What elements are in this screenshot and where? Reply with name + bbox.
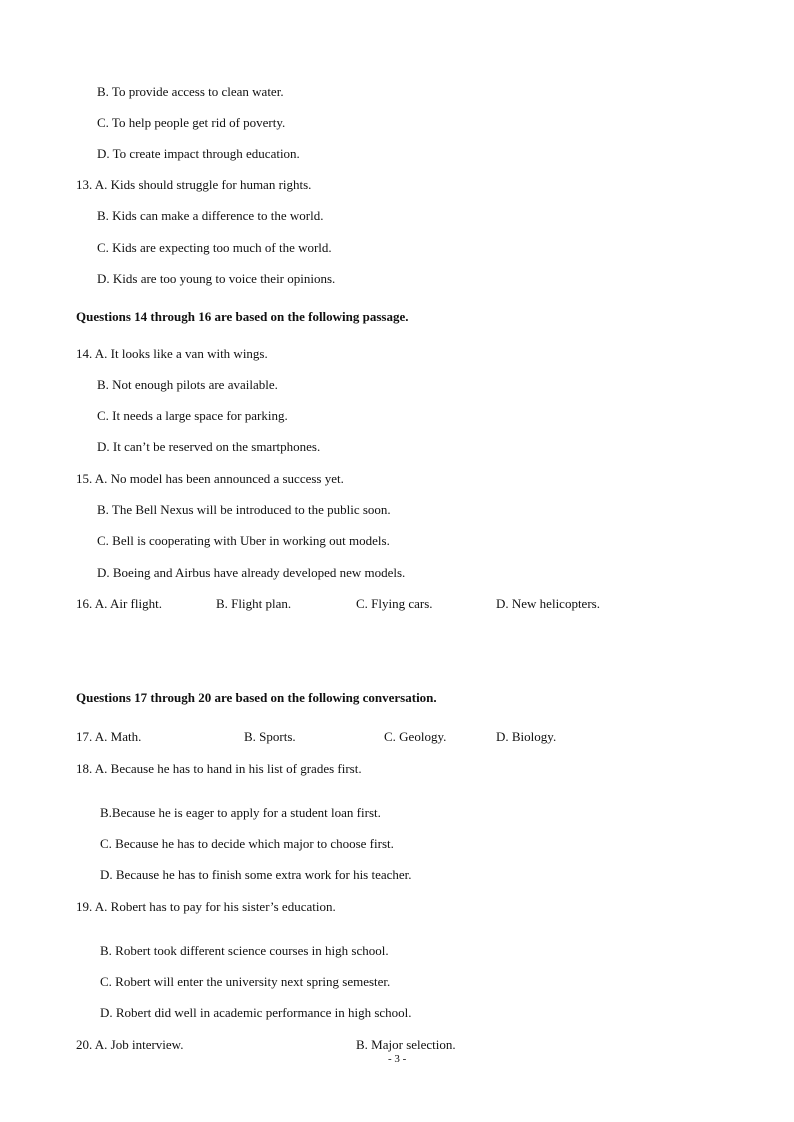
q14-option-d: D. It can’t be reserved on the smartphones. bbox=[97, 439, 321, 454]
q18-option-a: 18. A. Because he has to hand in his list of grades first. bbox=[76, 761, 362, 776]
q18-option-c: C. Because he has to decide which major to choose first. bbox=[100, 836, 394, 851]
q13-option-d: D. Kids are too young to voice their opinions. bbox=[97, 271, 336, 286]
q14-option-a: 14. A. It looks like a van with wings. bbox=[76, 346, 268, 361]
q19-option-b: B. Robert took different science courses in high school. bbox=[100, 943, 389, 958]
section-heading-17-20: Questions 17 through 20 are based on the following conversation. bbox=[76, 690, 437, 705]
section-heading-14-16: Questions 14 through 16 are based on the following passage. bbox=[76, 309, 409, 324]
q12-option-d: D. To create impact through education. bbox=[97, 146, 300, 161]
q14-option-b: B. Not enough pilots are available. bbox=[97, 377, 278, 392]
q15-option-a: 15. A. No model has been announced a success yet. bbox=[76, 471, 344, 486]
q15-option-c: C. Bell is cooperating with Uber in working out models. bbox=[97, 533, 390, 548]
q17-option-b: B. Sports. bbox=[244, 729, 296, 744]
q18-option-d: D. Because he has to finish some extra work for his teacher. bbox=[100, 867, 412, 882]
q16-option-c: C. Flying cars. bbox=[356, 596, 433, 611]
q20-option-b: B. Major selection. bbox=[356, 1037, 456, 1052]
q15-option-d: D. Boeing and Airbus have already developed new models. bbox=[97, 565, 406, 580]
q14-option-c: C. It needs a large space for parking. bbox=[97, 408, 288, 423]
q15-option-b: B. The Bell Nexus will be introduced to the public soon. bbox=[97, 502, 391, 517]
q13-option-b: B. Kids can make a difference to the world. bbox=[97, 208, 324, 223]
q16-option-d: D. New helicopters. bbox=[496, 596, 600, 611]
q13-option-a: 13. A. Kids should struggle for human rights. bbox=[76, 177, 312, 192]
q16-option-a: 16. A. Air flight. bbox=[76, 596, 162, 611]
q20-option-a: 20. A. Job interview. bbox=[76, 1037, 184, 1052]
q17-option-c: C. Geology. bbox=[384, 729, 447, 744]
q17-option-d: D. Biology. bbox=[496, 729, 557, 744]
q13-option-c: C. Kids are expecting too much of the world. bbox=[97, 240, 332, 255]
q12-option-c: C. To help people get rid of poverty. bbox=[97, 115, 286, 130]
q16-option-b: B. Flight plan. bbox=[216, 596, 292, 611]
q19-option-c: C. Robert will enter the university next spring semester. bbox=[100, 974, 391, 989]
page-number: - 3 - bbox=[388, 1053, 407, 1065]
q12-option-b: B. To provide access to clean water. bbox=[97, 84, 284, 99]
q17-option-a: 17. A. Math. bbox=[76, 729, 142, 744]
q18-option-b: B.Because he is eager to apply for a student loan first. bbox=[100, 805, 381, 820]
q19-option-a: 19. A. Robert has to pay for his sister’s education. bbox=[76, 899, 336, 914]
q19-option-d: D. Robert did well in academic performance in high school. bbox=[100, 1005, 412, 1020]
